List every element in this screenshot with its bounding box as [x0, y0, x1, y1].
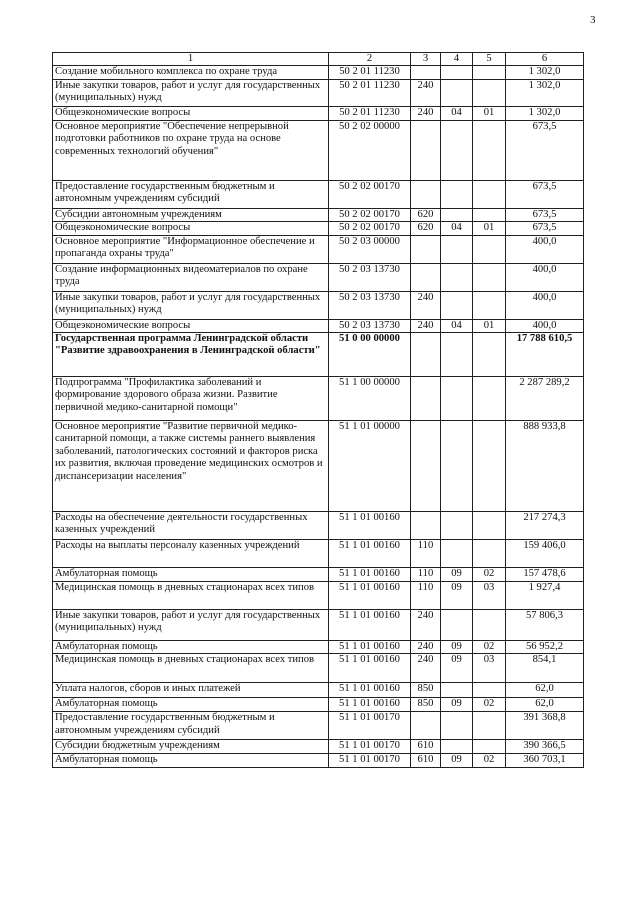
- table-row: [53, 683, 584, 698]
- row-expense-type-cell: 110: [411, 582, 441, 610]
- row-section-cell: [441, 208, 473, 221]
- table-row: [53, 291, 584, 319]
- row-name-cell: Медицинская помощь в дневных стационарах всех типов: [53, 582, 329, 610]
- row-section-cell: [441, 180, 473, 208]
- row-name-cell: Предоставление государственным бюджетным и автономным учреждениям субсидий: [53, 180, 329, 208]
- row-code-cell: 51 1 01 00160: [329, 568, 411, 582]
- row-expense-type-cell: 850: [411, 683, 441, 698]
- row-expense-type-cell: 240: [411, 319, 441, 332]
- row-section-cell: 04: [441, 222, 473, 235]
- row-amount-cell: 854,1: [506, 654, 584, 683]
- row-amount-cell: 400,0: [506, 291, 584, 319]
- table-row: [53, 540, 584, 568]
- table-row: [53, 208, 584, 221]
- table-row: [53, 333, 584, 377]
- row-subsection-cell: [473, 333, 506, 377]
- row-subsection-cell: [473, 540, 506, 568]
- table-row: [53, 512, 584, 540]
- row-code-cell: 51 1 01 00170: [329, 712, 411, 740]
- table-row: [53, 222, 584, 235]
- row-amount-cell: 17 788 610,5: [506, 333, 584, 377]
- header-cell: 3: [411, 53, 441, 66]
- row-expense-type-cell: 610: [411, 754, 441, 767]
- row-name-cell: Иные закупки товаров, работ и услуг для государственных (муниципальных) нужд: [53, 610, 329, 641]
- row-name-cell: Общеэкономические вопросы: [53, 319, 329, 332]
- row-code-cell: 50 2 03 13730: [329, 319, 411, 332]
- row-code-cell: 50 2 02 00000: [329, 120, 411, 180]
- row-code-cell: 50 2 03 13730: [329, 291, 411, 319]
- row-name-cell: Субсидии бюджетным учреждениям: [53, 740, 329, 754]
- row-section-cell: [441, 540, 473, 568]
- row-expense-type-cell: 240: [411, 641, 441, 654]
- row-expense-type-cell: [411, 512, 441, 540]
- table-row: [53, 582, 584, 610]
- row-section-cell: [441, 263, 473, 291]
- table-row: [53, 180, 584, 208]
- row-amount-cell: 400,0: [506, 235, 584, 263]
- table-row: [53, 641, 584, 654]
- table-row: [53, 754, 584, 767]
- row-code-cell: 51 1 01 00170: [329, 754, 411, 767]
- row-code-cell: 51 0 00 00000: [329, 333, 411, 377]
- row-expense-type-cell: 620: [411, 222, 441, 235]
- row-expense-type-cell: [411, 333, 441, 377]
- row-expense-type-cell: [411, 66, 441, 79]
- table-row: [53, 568, 584, 582]
- row-amount-cell: 400,0: [506, 263, 584, 291]
- row-section-cell: [441, 512, 473, 540]
- header-cell: 6: [506, 53, 584, 66]
- row-amount-cell: 390 366,5: [506, 740, 584, 754]
- row-name-cell: Государственная программа Ленинградской области "Развитие здравоохранения в Ленинградской области": [53, 333, 329, 377]
- table-row: [53, 421, 584, 512]
- row-subsection-cell: 03: [473, 582, 506, 610]
- row-code-cell: 50 2 03 13730: [329, 263, 411, 291]
- row-name-cell: Общеэкономические вопросы: [53, 222, 329, 235]
- row-section-cell: [441, 740, 473, 754]
- row-subsection-cell: [473, 712, 506, 740]
- row-code-cell: 51 1 01 00160: [329, 540, 411, 568]
- row-code-cell: 50 2 02 00170: [329, 222, 411, 235]
- row-section-cell: [441, 120, 473, 180]
- row-section-cell: 09: [441, 654, 473, 683]
- row-name-cell: Субсидии автономным учреждениям: [53, 208, 329, 221]
- row-amount-cell: 400,0: [506, 319, 584, 332]
- row-subsection-cell: [473, 263, 506, 291]
- row-subsection-cell: [473, 683, 506, 698]
- row-subsection-cell: 01: [473, 222, 506, 235]
- table-row: [53, 235, 584, 263]
- row-code-cell: 51 1 01 00160: [329, 654, 411, 683]
- row-amount-cell: 1 302,0: [506, 106, 584, 120]
- row-name-cell: Медицинская помощь в дневных стационарах всех типов: [53, 654, 329, 683]
- row-amount-cell: 360 703,1: [506, 754, 584, 767]
- row-expense-type-cell: [411, 712, 441, 740]
- row-subsection-cell: [473, 66, 506, 79]
- row-expense-type-cell: 240: [411, 106, 441, 120]
- row-code-cell: 51 1 01 00160: [329, 512, 411, 540]
- row-subsection-cell: [473, 421, 506, 512]
- row-section-cell: 09: [441, 641, 473, 654]
- row-amount-cell: 673,5: [506, 208, 584, 221]
- row-subsection-cell: [473, 610, 506, 641]
- row-section-cell: [441, 683, 473, 698]
- row-subsection-cell: [473, 512, 506, 540]
- row-amount-cell: 391 368,8: [506, 712, 584, 740]
- row-subsection-cell: [473, 291, 506, 319]
- row-name-cell: Основное мероприятие "Обеспечение непрерывной подготовки работников по охране труда на основе современных технологий обучения": [53, 120, 329, 180]
- table-row: [53, 106, 584, 120]
- row-section-cell: 09: [441, 754, 473, 767]
- row-expense-type-cell: 240: [411, 654, 441, 683]
- budget-table: [52, 52, 584, 768]
- row-amount-cell: 217 274,3: [506, 512, 584, 540]
- row-expense-type-cell: 240: [411, 610, 441, 641]
- header-cell: 1: [53, 53, 329, 66]
- row-amount-cell: 673,5: [506, 180, 584, 208]
- row-subsection-cell: 02: [473, 641, 506, 654]
- row-amount-cell: 2 287 289,2: [506, 377, 584, 421]
- row-name-cell: Создание информационных видеоматериалов по охране труда: [53, 263, 329, 291]
- row-expense-type-cell: [411, 120, 441, 180]
- row-section-cell: [441, 291, 473, 319]
- row-subsection-cell: [473, 120, 506, 180]
- row-code-cell: 50 2 01 11230: [329, 66, 411, 79]
- table-row: [53, 79, 584, 106]
- row-code-cell: 51 1 00 00000: [329, 377, 411, 421]
- row-expense-type-cell: 240: [411, 291, 441, 319]
- table-row: [53, 740, 584, 754]
- table-row: [53, 654, 584, 683]
- header-cell: 2: [329, 53, 411, 66]
- row-subsection-cell: [473, 208, 506, 221]
- row-amount-cell: 62,0: [506, 683, 584, 698]
- table-row: [53, 610, 584, 641]
- row-name-cell: Иные закупки товаров, работ и услуг для государственных (муниципальных) нужд: [53, 79, 329, 106]
- row-section-cell: 09: [441, 698, 473, 712]
- row-section-cell: [441, 377, 473, 421]
- row-amount-cell: 1 302,0: [506, 79, 584, 106]
- row-code-cell: 51 1 01 00160: [329, 610, 411, 641]
- row-expense-type-cell: [411, 180, 441, 208]
- row-amount-cell: 62,0: [506, 698, 584, 712]
- row-expense-type-cell: 610: [411, 740, 441, 754]
- row-expense-type-cell: [411, 263, 441, 291]
- row-code-cell: 50 2 01 11230: [329, 106, 411, 120]
- row-subsection-cell: 02: [473, 568, 506, 582]
- row-amount-cell: 56 952,2: [506, 641, 584, 654]
- row-code-cell: 51 1 01 00160: [329, 641, 411, 654]
- row-code-cell: 50 2 02 00170: [329, 180, 411, 208]
- row-name-cell: Общеэкономические вопросы: [53, 106, 329, 120]
- row-subsection-cell: [473, 180, 506, 208]
- row-amount-cell: 673,5: [506, 222, 584, 235]
- table-row: [53, 712, 584, 740]
- row-amount-cell: 159 406,0: [506, 540, 584, 568]
- row-expense-type-cell: 110: [411, 568, 441, 582]
- row-name-cell: Расходы на выплаты персоналу казенных учреждений: [53, 540, 329, 568]
- row-name-cell: Амбулаторная помощь: [53, 698, 329, 712]
- row-expense-type-cell: [411, 377, 441, 421]
- row-amount-cell: 57 806,3: [506, 610, 584, 641]
- row-name-cell: Основное мероприятие "Развитие первичной медико-санитарной помощи, а также системы раннего выявления заболеваний, патологических состояний и факторов риска их развития, включая проведение медицинских осмотров и диспансеризации населения": [53, 421, 329, 512]
- row-subsection-cell: 02: [473, 754, 506, 767]
- row-code-cell: 50 2 02 00170: [329, 208, 411, 221]
- page-number: 3: [590, 14, 596, 26]
- row-name-cell: Расходы на обеспечение деятельности государственных казенных учреждений: [53, 512, 329, 540]
- row-name-cell: Уплата налогов, сборов и иных платежей: [53, 683, 329, 698]
- row-code-cell: 50 2 03 00000: [329, 235, 411, 263]
- row-section-cell: [441, 79, 473, 106]
- table-header-row: [53, 53, 584, 66]
- row-code-cell: 51 1 01 00000: [329, 421, 411, 512]
- table-row: [53, 377, 584, 421]
- row-name-cell: Амбулаторная помощь: [53, 754, 329, 767]
- row-expense-type-cell: [411, 235, 441, 263]
- header-cell: 5: [473, 53, 506, 66]
- row-expense-type-cell: 110: [411, 540, 441, 568]
- row-name-cell: Предоставление государственным бюджетным и автономным учреждениям субсидий: [53, 712, 329, 740]
- row-subsection-cell: 02: [473, 698, 506, 712]
- row-name-cell: Создание мобильного комплекса по охране труда: [53, 66, 329, 79]
- row-subsection-cell: [473, 377, 506, 421]
- row-section-cell: [441, 610, 473, 641]
- row-section-cell: [441, 66, 473, 79]
- table-row: [53, 66, 584, 79]
- row-section-cell: 04: [441, 106, 473, 120]
- row-subsection-cell: [473, 740, 506, 754]
- row-code-cell: 51 1 01 00160: [329, 683, 411, 698]
- row-expense-type-cell: 620: [411, 208, 441, 221]
- row-name-cell: Амбулаторная помощь: [53, 641, 329, 654]
- row-subsection-cell: 01: [473, 106, 506, 120]
- row-section-cell: [441, 421, 473, 512]
- row-expense-type-cell: 240: [411, 79, 441, 106]
- row-section-cell: 09: [441, 582, 473, 610]
- row-code-cell: 51 1 01 00160: [329, 698, 411, 712]
- table-row: [53, 698, 584, 712]
- row-expense-type-cell: 850: [411, 698, 441, 712]
- row-subsection-cell: [473, 235, 506, 263]
- row-amount-cell: 673,5: [506, 120, 584, 180]
- row-code-cell: 50 2 01 11230: [329, 79, 411, 106]
- row-code-cell: 51 1 01 00170: [329, 740, 411, 754]
- row-section-cell: [441, 333, 473, 377]
- row-name-cell: Амбулаторная помощь: [53, 568, 329, 582]
- row-subsection-cell: [473, 79, 506, 106]
- row-name-cell: Иные закупки товаров, работ и услуг для государственных (муниципальных) нужд: [53, 291, 329, 319]
- row-section-cell: 04: [441, 319, 473, 332]
- row-section-cell: [441, 235, 473, 263]
- row-subsection-cell: 03: [473, 654, 506, 683]
- row-section-cell: 09: [441, 568, 473, 582]
- row-section-cell: [441, 712, 473, 740]
- row-amount-cell: 157 478,6: [506, 568, 584, 582]
- header-cell: 4: [441, 53, 473, 66]
- row-subsection-cell: 01: [473, 319, 506, 332]
- row-name-cell: Основное мероприятие "Информационное обеспечение и пропаганда охраны труда": [53, 235, 329, 263]
- row-amount-cell: 888 933,8: [506, 421, 584, 512]
- table-row: [53, 263, 584, 291]
- table-row: [53, 120, 584, 180]
- row-code-cell: 51 1 01 00160: [329, 582, 411, 610]
- row-name-cell: Подпрограмма "Профилактика заболеваний и формирование здорового образа жизни. Развитие первичной медико-санитарной помощи": [53, 377, 329, 421]
- row-amount-cell: 1 302,0: [506, 66, 584, 79]
- table-row: [53, 319, 584, 332]
- row-amount-cell: 1 927,4: [506, 582, 584, 610]
- row-expense-type-cell: [411, 421, 441, 512]
